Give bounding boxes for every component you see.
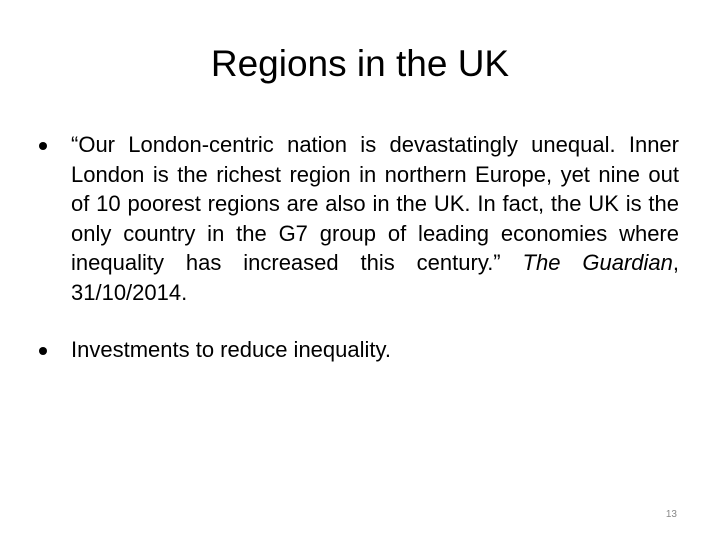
source-date: , 31/10/2014. xyxy=(71,250,679,305)
bullet-dot-icon xyxy=(39,142,47,150)
slide-title: Regions in the UK xyxy=(210,43,510,84)
bullet-dot-icon xyxy=(39,347,47,355)
slide-number: 13 xyxy=(665,509,677,520)
bullet-text xyxy=(71,130,679,307)
bullet-item-investments xyxy=(0,335,720,365)
guardian-quote: “Our London-centric nation is devastatingly unequal. Inner London is the richest region in northern Europe, yet nine out of 10 poorest regions are also in the UK. In fact, the UK is the only country in the G7 group of leading economies where inequality has increased this century.” xyxy=(71,132,679,275)
bullet-item-quote xyxy=(0,130,720,307)
bullet-list xyxy=(0,130,720,393)
bullet-text: Investments to reduce inequality. xyxy=(71,337,391,362)
source-name: The Guardian xyxy=(522,250,673,275)
